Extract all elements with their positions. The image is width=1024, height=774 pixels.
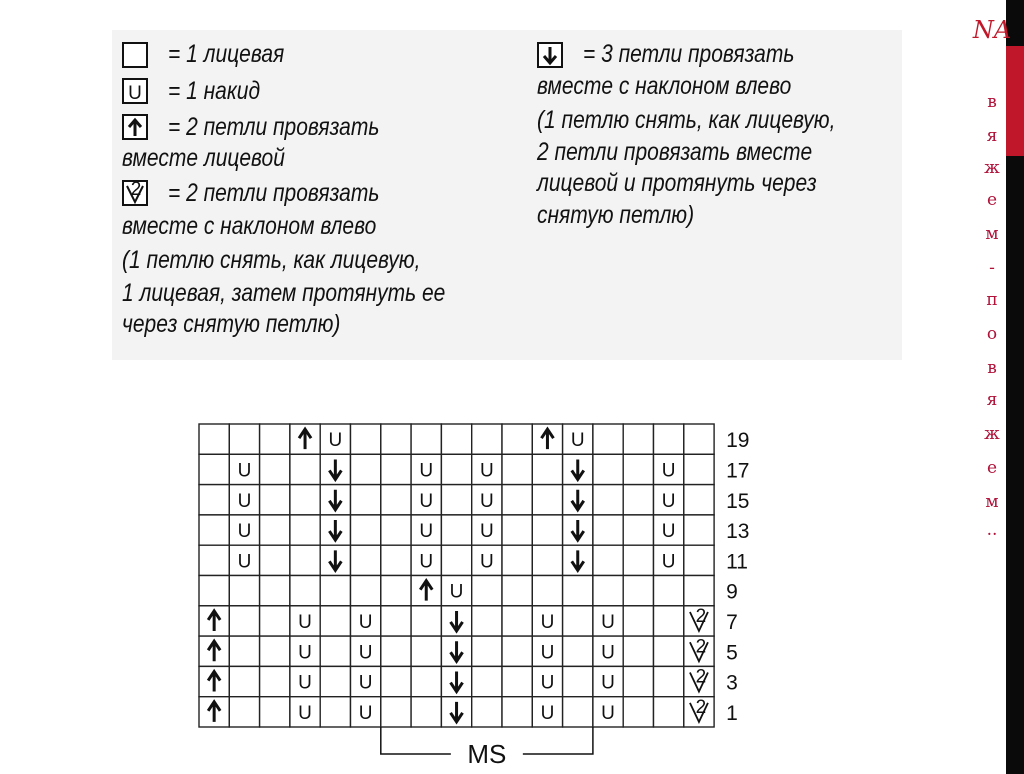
chart-cell [623,424,653,454]
yarn-over-symbol: U [419,490,434,512]
chart-cell [502,666,532,696]
yarn-over-symbol: U [328,430,343,452]
chart-cell [684,576,714,606]
chart-cell [320,636,350,666]
yarn-over-symbol: U [298,642,312,664]
skp-symbol-number: 2 [695,605,707,627]
yarn-over-symbol: U [358,611,373,633]
chart-cell [411,606,441,636]
chart-cell [199,454,229,484]
yarn-over-symbol: U [479,460,494,482]
chart-cell [623,636,653,666]
chart-cell [623,454,653,484]
chart-cell [260,485,290,515]
yarn-over-symbol: U [358,702,373,724]
chart-cell [381,545,411,575]
chart-cell [441,485,471,515]
yarn-over-symbol: U [601,642,615,664]
chart-cell [532,485,562,515]
chart-cell [320,606,350,636]
chart-cell [441,424,471,454]
chart-cell [623,666,653,696]
legend-sk2p-line2: вместе с наклоном влево [537,72,792,100]
watermark-letter: ж [984,424,1000,444]
yarn-over-symbol: U [540,642,555,664]
legend-sk2p-line5: лицевой и протянуть через [537,169,817,197]
chart-cell [260,666,290,696]
chart-cell [290,485,320,515]
watermark-letter: м [985,224,999,244]
chart-cell [684,424,714,454]
row-number: 7 [726,610,738,634]
watermark-letter: м [985,492,999,512]
repeat-label: MS [467,739,507,769]
chart-cell [593,545,623,575]
chart-cell [502,606,532,636]
chart-cell [199,424,229,454]
chart-cell [320,666,350,696]
row-number: 9 [726,580,738,604]
chart-cell [502,576,532,606]
row-number: 17 [726,459,750,483]
legend-sk2p-line6: снятую петлю) [537,201,695,229]
chart-cell [260,636,290,666]
chart-cell [684,515,714,545]
chart-cell [623,576,653,606]
chart-cell [654,666,684,696]
chart-cell [229,576,259,606]
chart-cell [472,636,502,666]
chart-cell [532,454,562,484]
chart-cell [441,545,471,575]
chart-cell [381,697,411,727]
watermark-letter: я [986,390,998,410]
legend-skp-line5: через снятую петлю) [122,310,341,338]
chart-cell [472,697,502,727]
yarn-over-symbol: U [540,672,555,694]
chart-cell [351,454,381,484]
yarn-over-symbol: U [479,490,494,512]
watermark-letter: е [986,190,998,210]
legend-knit-text: = 1 лицевая [168,40,285,68]
chart-cell [593,515,623,545]
chart-cell [502,454,532,484]
legend-sk2p-line1: = 3 петли провязать [583,40,795,68]
legend-k2tog-line2: вместе лицевой [122,144,285,172]
legend-sk2p-line3: (1 петлю снять, как лицевую, [537,106,836,134]
legend-yo-text: = 1 накид [168,77,261,105]
legend-skp-line2: вместе с наклоном влево [122,212,377,240]
skp-symbol-number: 2 [695,636,707,658]
chart-cell [593,576,623,606]
chart-cell [472,576,502,606]
chart-cell [229,666,259,696]
yarn-over-symbol: U [419,460,434,482]
chart-cell [351,424,381,454]
skp-symbol-number: 2 [695,696,707,718]
watermark-letter: е [986,458,998,478]
yarn-over-symbol: U [449,581,464,603]
chart-cell [260,424,290,454]
yarn-over-symbol: U [661,460,676,482]
chart-cell [684,485,714,515]
chart-cell [229,606,259,636]
yarn-over-symbol: U [661,521,676,543]
chart-cell [260,545,290,575]
legend-k2tog-line1: = 2 петли провязать [168,113,380,141]
chart-cell [654,636,684,666]
yarn-over-symbol: U [298,702,312,724]
chart-cell [441,515,471,545]
legend-skp-line4: 1 лицевая, затем протянуть ее [122,279,446,307]
chart-cell [199,545,229,575]
yarn-over-symbol: U [661,551,676,573]
yarn-over-symbol: U [601,672,615,694]
chart-cell [290,454,320,484]
chart-cell [472,424,502,454]
yarn-over-symbol: U [358,672,373,694]
watermark-letter: п [986,290,998,310]
yarn-over-symbol: U [298,611,312,633]
chart-cell [593,454,623,484]
chart-cell [502,545,532,575]
chart-cell [532,545,562,575]
chart-cell [623,697,653,727]
legend-sk2p-line4: 2 петли провязать вместе [537,138,813,166]
chart-cell [260,454,290,484]
chart-cell [411,666,441,696]
yarn-over-symbol: U [661,490,676,512]
row-number: 15 [726,489,750,513]
watermark-letter: ж [984,158,1000,178]
chart-cell [654,697,684,727]
chart-cell [199,576,229,606]
yarn-over-symbol: U [237,551,252,573]
chart-cell [260,515,290,545]
yarn-over-symbol: U [601,702,615,724]
chart-cell [381,424,411,454]
chart-cell [290,545,320,575]
yarn-over-symbol: U [601,611,615,633]
strip-red-accent [1006,46,1024,156]
yarn-over-symbol: U [237,460,252,482]
chart-cell [593,424,623,454]
yarn-over-symbol: U [479,521,494,543]
site-logo-icon [970,12,1014,48]
yarn-over-symbol: U [540,611,555,633]
chart-cell [532,515,562,545]
chart-cell [684,454,714,484]
skp-symbol-number: 2 [695,666,707,688]
chart-cell [381,485,411,515]
watermark-letter: я [986,126,998,146]
chart-cell [381,636,411,666]
chart-cell [229,697,259,727]
row-number: 11 [726,550,748,574]
chart-cell [381,576,411,606]
chart-cell [320,697,350,727]
yarn-over-symbol: U [358,642,373,664]
chart-cell [229,636,259,666]
chart-cell [351,576,381,606]
chart-cell [381,454,411,484]
yarn-over-symbol: U [419,551,434,573]
legend-skp-line3: (1 петлю снять, как лицевую, [122,246,421,274]
chart-cell [502,636,532,666]
chart-cell [199,485,229,515]
chart-cell [260,697,290,727]
chart-cell [563,697,593,727]
chart-cell [654,424,684,454]
chart-cell [472,606,502,636]
row-number: 1 [726,701,738,725]
yarn-over-symbol: U [570,430,585,452]
chart-cell [441,454,471,484]
watermark-letter: в [987,92,997,112]
chart-cell [563,636,593,666]
chart-cell [563,666,593,696]
chart-cell [381,606,411,636]
chart-cell [623,545,653,575]
row-number: 5 [726,641,738,665]
row-number: 13 [726,520,750,544]
yarn-over-symbol: U [237,490,252,512]
watermark-letter: .. [986,520,998,540]
chart-cell [260,606,290,636]
chart-cell [563,606,593,636]
chart-cell [351,515,381,545]
chart-cell [502,485,532,515]
chart-cell [411,636,441,666]
chart-cell [381,515,411,545]
chart-cell [502,424,532,454]
chart-cell [290,576,320,606]
yarn-over-symbol: U [419,521,434,543]
watermark-letter: о [986,324,998,344]
yarn-over-symbol: U [540,702,555,724]
chart-cell [411,424,441,454]
chart-cell [654,576,684,606]
legend-skp-line1: = 2 петли провязать [168,179,380,207]
row-number: 19 [726,429,750,453]
chart-cell [563,576,593,606]
chart-cell [593,485,623,515]
chart-cell [532,576,562,606]
chart-cell [411,697,441,727]
yarn-over-symbol: U [479,551,494,573]
yarn-over-glyph: U [128,83,142,102]
skp-glyph: 2 [130,182,142,200]
chart-cell [199,515,229,545]
chart-cell [351,545,381,575]
chart-cell [260,576,290,606]
chart-cell [290,515,320,545]
yarn-over-symbol: U [298,672,312,694]
chart-cell [320,576,350,606]
watermark-letter: в [987,358,997,378]
chart-cell [351,485,381,515]
chart-cell [229,424,259,454]
chart-cell [381,666,411,696]
chart-cell [623,485,653,515]
yarn-over-symbol: U [237,521,252,543]
chart-cell [623,515,653,545]
watermark-letter: - [989,258,995,278]
chart-cell [654,606,684,636]
chart-cell [472,666,502,696]
chart-cell [684,545,714,575]
chart-cell [502,515,532,545]
chart-cell [502,697,532,727]
row-number: 3 [726,671,738,695]
logo-text: NA [972,16,1012,44]
chart-cell [623,606,653,636]
